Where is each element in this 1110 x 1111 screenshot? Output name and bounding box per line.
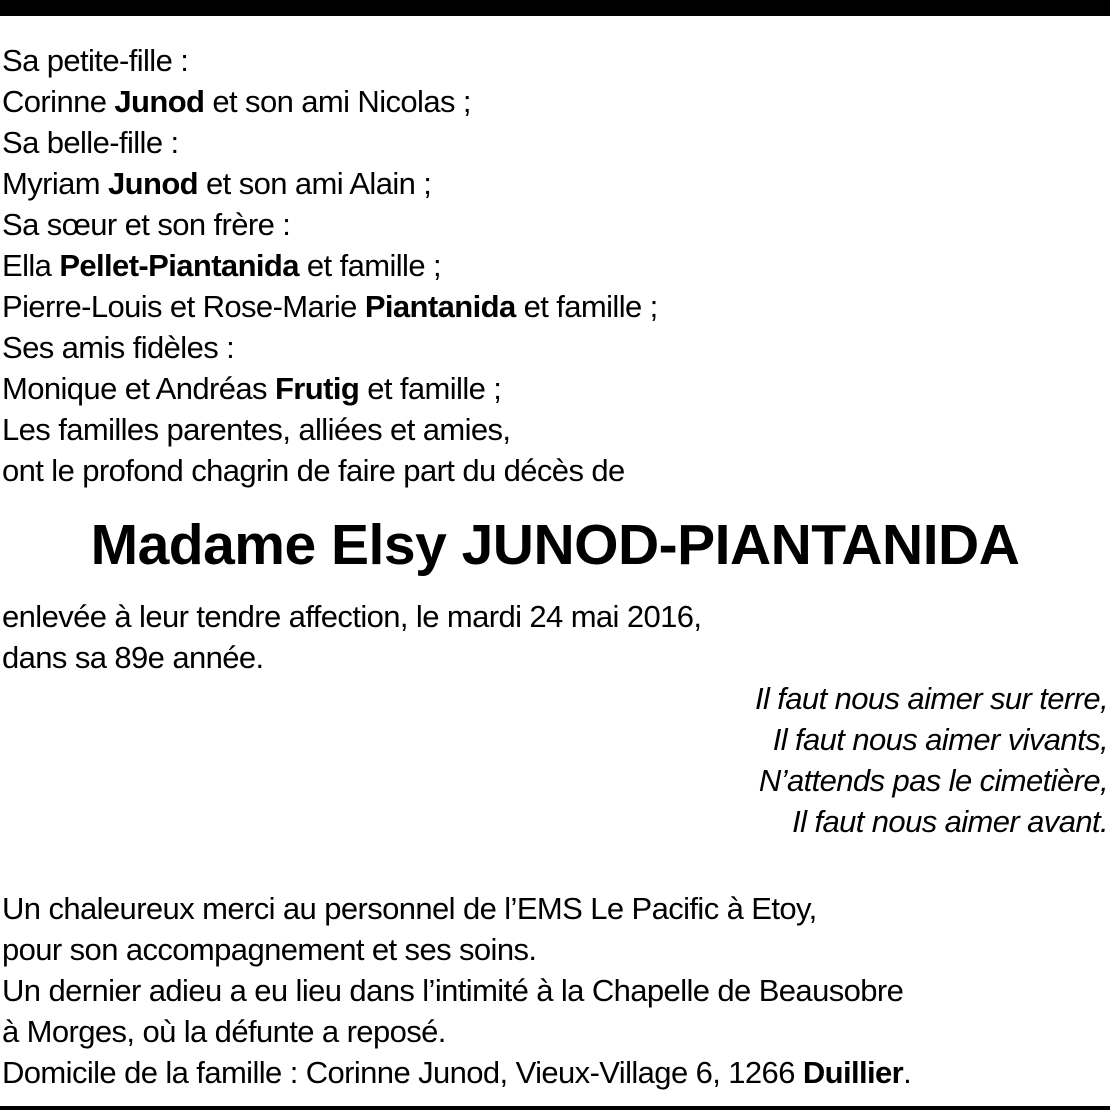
- family-surname: Junod: [114, 84, 205, 119]
- family-line-text: Ella: [2, 248, 60, 283]
- poem-line: N’attends pas le cimetière,: [758, 763, 1108, 798]
- closing-line: [2, 929, 1106, 970]
- family-line-text: ont le profond chagrin de faire part du décès de: [2, 453, 625, 488]
- poem-line: Il faut nous aimer sur terre,: [754, 681, 1108, 716]
- deceased-name-heading: Madame Elsy JUNOD-PIANTANIDA: [90, 513, 1020, 577]
- family-surname: Frutig: [274, 371, 360, 406]
- closing-line-text: Un dernier adieu a eu lieu dans l’intimité à la Chapelle de Beausobre: [2, 973, 904, 1008]
- family-line: [2, 81, 1106, 122]
- family-line-text: Sa belle-fille :: [2, 125, 179, 160]
- closing-notice: [2, 888, 1106, 1093]
- poem-verse: [755, 678, 1108, 842]
- family-surname: Piantanida: [364, 289, 516, 324]
- family-line-text: Myriam: [2, 166, 109, 201]
- death-notice: [2, 596, 1106, 678]
- family-line-text: Pierre-Louis et Rose-Marie: [2, 289, 365, 324]
- family-line: [2, 122, 1106, 163]
- family-line-text: Sa petite-fille :: [2, 43, 189, 78]
- family-line-text: Les familles parentes, alliées et amies,: [2, 412, 511, 447]
- family-line-text: Sa sœur et son frère :: [2, 207, 291, 242]
- family-line-text: Corinne: [2, 84, 115, 119]
- bottom-border-rule: [0, 1106, 1110, 1110]
- family-line-text: et famille ;: [359, 371, 502, 406]
- closing-line-text: Domicile de la famille : Corinne Junod, Vieux-Village 6, 1266: [2, 1055, 803, 1090]
- family-surname: Junod: [108, 166, 199, 201]
- death-notice-line: dans sa 89e année.: [2, 640, 264, 675]
- family-line-text: et famille ;: [515, 289, 658, 324]
- family-line: [2, 286, 1106, 327]
- family-line: [2, 450, 1106, 491]
- family-line: [2, 245, 1106, 286]
- closing-line-text: à Morges, où la défunte a reposé.: [2, 1014, 446, 1049]
- top-border-rule: [0, 0, 1110, 16]
- closing-line-text: .: [903, 1055, 912, 1090]
- family-line: [2, 327, 1106, 368]
- closing-line-text: Un chaleureux merci au personnel de l’EMS Le Pacific à Etoy,: [2, 891, 817, 926]
- family-line: [2, 368, 1106, 409]
- closing-line: [2, 888, 1106, 929]
- family-line-text: et son ami Alain ;: [198, 166, 432, 201]
- family-line: [2, 204, 1106, 245]
- death-notice-line: enlevée à leur tendre affection, le mardi 24 mai 2016,: [2, 599, 702, 634]
- family-list: [2, 40, 1106, 491]
- family-line: [2, 409, 1106, 450]
- poem-line: Il faut nous aimer vivants,: [772, 722, 1108, 757]
- family-line-text: Ses amis fidèles :: [2, 330, 235, 365]
- closing-line: [2, 1011, 1106, 1052]
- closing-line-text: pour son accompagnement et ses soins.: [2, 932, 537, 967]
- family-line-text: et famille ;: [298, 248, 441, 283]
- family-line-text: et son ami Nicolas ;: [204, 84, 471, 119]
- family-line: [2, 40, 1106, 81]
- family-surname: Pellet-Piantanida: [59, 248, 299, 283]
- closing-line: [2, 1052, 1106, 1093]
- closing-line: [2, 970, 1106, 1011]
- poem-line: Il faut nous aimer avant.: [792, 804, 1108, 839]
- family-line-text: Monique et Andréas: [2, 371, 275, 406]
- family-address-town: Duillier: [802, 1055, 904, 1090]
- family-line: [2, 163, 1106, 204]
